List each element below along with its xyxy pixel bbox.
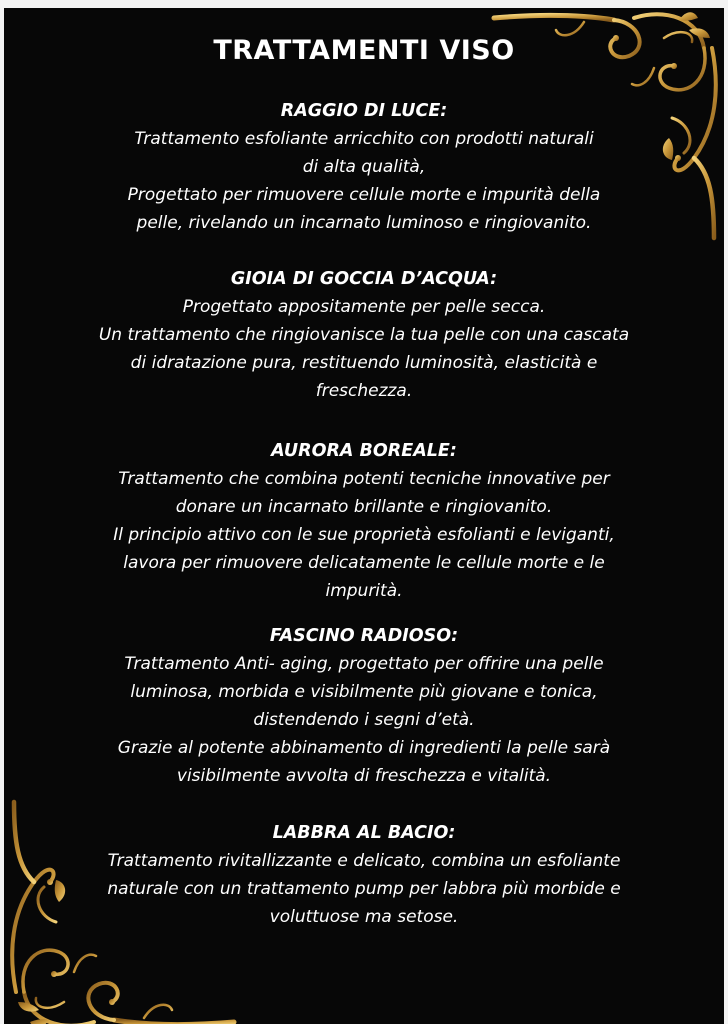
treatment-heading: AURORA BOREALE: [271, 441, 457, 461]
description-line: Un trattamento che ringiovanisce la tua pelle con una cascata [98, 325, 630, 345]
description-line: visibilmente avvolta di freschezza e vitalità. [176, 766, 552, 786]
description-line: Grazie al potente abbinamento di ingredienti la pelle sarà [117, 738, 611, 758]
description-line: distendendo i segni d’età. [253, 710, 475, 730]
description-line: Progettato per rimuovere cellule morte e impurità della [127, 185, 601, 205]
description-line: Progettato appositamente per pelle secca. [182, 297, 546, 317]
description-line: Trattamento che combina potenti tecniche innovative per [118, 469, 610, 489]
treatment-description [60, 293, 668, 405]
treatment-description [60, 465, 668, 605]
description-line: di alta qualità, [302, 157, 426, 177]
description-line: naturale con un trattamento pump per labbra più morbide e [107, 879, 621, 899]
description-line: impurità. [325, 581, 403, 601]
treatment-heading: LABBRA AL BACIO: [272, 823, 456, 843]
treatment-fascino-radioso [60, 622, 668, 790]
description-line: Trattamento esfoliante arricchito con prodotti naturali [134, 129, 594, 149]
treatment-heading: RAGGIO DI LUCE: [280, 101, 448, 121]
treatment-description [60, 847, 668, 931]
treatment-description [60, 125, 668, 237]
treatment-aurora-boreale [60, 437, 668, 605]
description-line: voluttuose ma setose. [269, 907, 459, 927]
treatment-heading: FASCINO RADIOSO: [269, 626, 459, 646]
description-line: lavora per rimuovere delicatamente le cellule morte e le [123, 553, 605, 573]
treatment-raggio-di-luce [60, 97, 668, 237]
description-line: Trattamento Anti- aging, progettato per offrire una pelle [124, 654, 604, 674]
description-line: di idratazione pura, restituendo luminosità, elasticità e [130, 353, 598, 373]
treatment-heading: GIOIA DI GOCCIA D’ACQUA: [230, 269, 498, 289]
description-line: pelle, rivelando un incarnato luminoso e ringiovanito. [136, 213, 592, 233]
page-title: TRATTAMENTI VISO [213, 35, 515, 66]
description-line: luminosa, morbida e visibilmente più giovane e tonica, [130, 682, 598, 702]
treatment-description [60, 650, 668, 790]
treatment-gioia-di-goccia [60, 265, 668, 405]
treatment-labbra-al-bacio [60, 819, 668, 931]
description-line: donare un incarnato brillante e ringiovanito. [175, 497, 553, 517]
description-line: freschezza. [315, 381, 413, 401]
description-line: Il principio attivo con le sue proprietà esfolianti e leviganti, [113, 525, 615, 545]
description-line: Trattamento rivitallizzante e delicato, combina un esfoliante [107, 851, 621, 871]
